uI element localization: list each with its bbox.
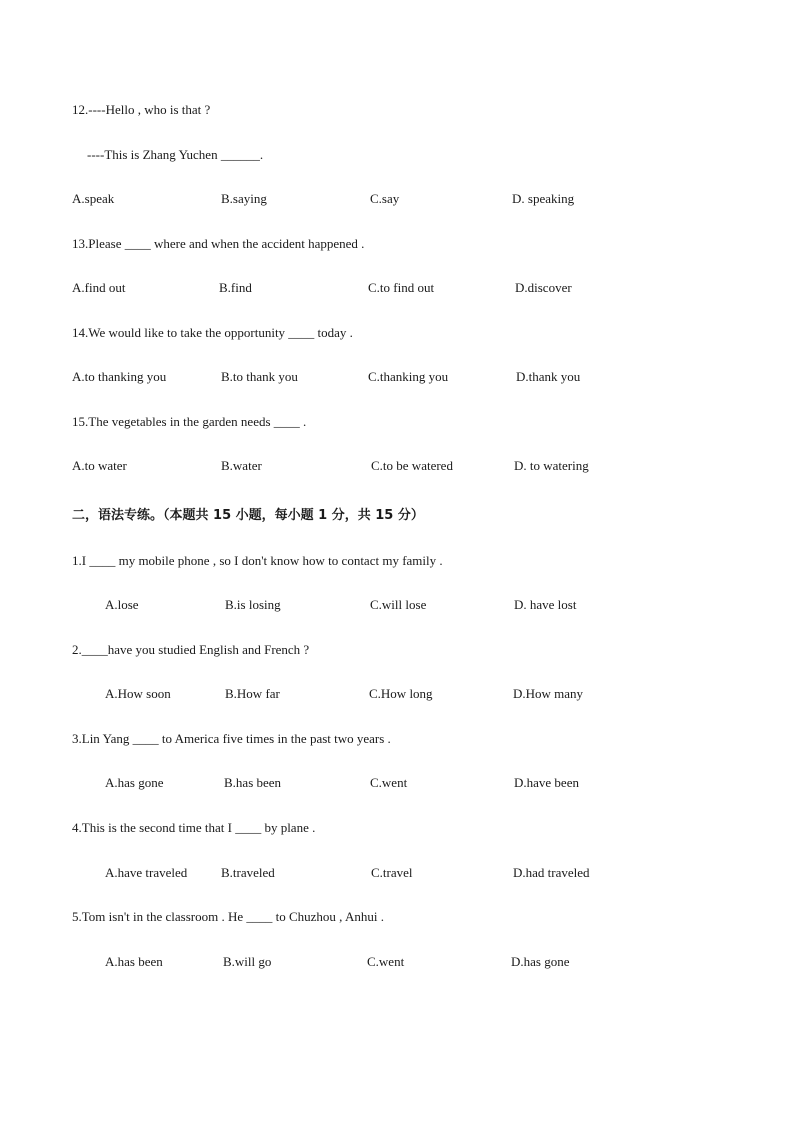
grammar-question-3-option-c: C.went (370, 775, 408, 790)
question-14-stem: 14.We would like to take the opportunity ____ today . (72, 325, 353, 340)
question-14-option-c: C.thanking you (368, 369, 449, 384)
grammar-question-1-stem: 1.I ____ my mobile phone , so I don't know how to contact my family . (72, 553, 443, 568)
grammar-question-4-option-c: C.travel (371, 865, 413, 880)
question-12-option-a: A.speak (72, 191, 115, 206)
grammar-question-2-stem: 2.____have you studied English and French ? (72, 642, 310, 657)
question-15-option-b: B.water (221, 458, 262, 473)
grammar-question-4-option-b: B.traveled (221, 865, 275, 880)
question-14-option-a: A.to thanking you (72, 369, 167, 384)
question-12-option-b: B.saying (221, 191, 267, 206)
grammar-question-5-option-b: B.will go (223, 954, 272, 969)
grammar-question-4-option-a: A.have traveled (105, 865, 188, 880)
question-14-option-d: D.thank you (516, 369, 581, 384)
question-13-stem: 13.Please ____ where and when the accident happened . (72, 236, 365, 251)
section-heading-grammar: 二，语法专练。（本题共 15 小题，每小题 1 分，共 15 分） (72, 508, 424, 523)
grammar-question-1-option-a: A.lose (105, 597, 139, 612)
grammar-question-4-stem: 4.This is the second time that I ____ by plane . (72, 820, 316, 835)
grammar-question-5-option-d: D.has gone (511, 954, 570, 969)
question-13-option-b: B.find (219, 280, 252, 295)
question-15-option-c: C.to be watered (371, 458, 453, 473)
grammar-question-2-option-c: C.How long (369, 686, 433, 701)
grammar-question-2-option-d: D.How many (513, 686, 584, 701)
grammar-question-3-option-b: B.has been (224, 775, 282, 790)
question-15-option-a: A.to water (72, 458, 127, 473)
question-12-option-d: D. speaking (512, 191, 575, 206)
grammar-question-3-stem: 3.Lin Yang ____ to America five times in the past two years . (72, 731, 391, 746)
question-14-option-b: B.to thank you (221, 369, 298, 384)
grammar-question-1-option-b: B.is losing (225, 597, 281, 612)
grammar-question-5-option-c: C.went (367, 954, 405, 969)
grammar-question-2-option-a: A.How soon (105, 686, 171, 701)
question-13-option-c: C.to find out (368, 280, 435, 295)
question-12-stem: 12.----Hello , who is that ? (72, 102, 211, 117)
grammar-question-5-stem: 5.Tom isn't in the classroom . He ____ to Chuzhou , Anhui . (72, 909, 384, 924)
question-15-option-d: D. to watering (514, 458, 589, 473)
grammar-question-3-option-a: A.has gone (105, 775, 164, 790)
question-12-option-c: C.say (370, 191, 400, 206)
grammar-question-3-option-d: D.have been (514, 775, 579, 790)
grammar-question-2-option-b: B.How far (225, 686, 280, 701)
question-15-stem: 15.The vegetables in the garden needs ____ . (72, 414, 307, 429)
grammar-question-5-option-a: A.has been (105, 954, 163, 969)
grammar-question-4-option-d: D.had traveled (513, 865, 590, 880)
question-12-reply: ----This is Zhang Yuchen ______. (87, 147, 264, 162)
question-13-option-a: A.find out (72, 280, 126, 295)
grammar-question-1-option-c: C.will lose (370, 597, 427, 612)
question-13-option-d: D.discover (515, 280, 572, 295)
grammar-question-1-option-d: D. have lost (514, 597, 577, 612)
